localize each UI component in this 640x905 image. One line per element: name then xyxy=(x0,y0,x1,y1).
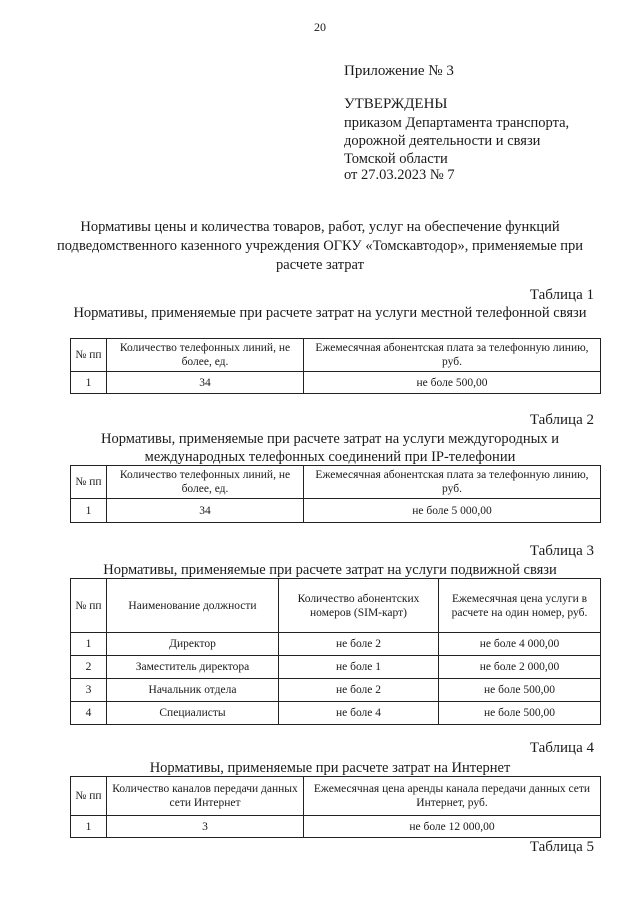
header-cell: Количество телефонных линий, не более, ед. xyxy=(107,466,304,499)
table-row xyxy=(71,679,601,702)
approval-line: дорожной деятельности и связи xyxy=(344,133,541,149)
approval-line: Томской области xyxy=(344,151,448,167)
cell: не боле 500,00 xyxy=(439,679,601,702)
cell: не боле 2 000,00 xyxy=(439,656,601,679)
cell: Заместитель директора xyxy=(107,656,279,679)
cell: не боле 2 xyxy=(279,633,439,656)
cell: 34 xyxy=(107,372,304,394)
header-cell: № пп xyxy=(71,777,107,816)
cell: не боле 4 xyxy=(279,702,439,725)
header-cell: Ежемесячная абонентская плата за телефонную линию, руб. xyxy=(304,339,601,372)
cell: 2 xyxy=(71,656,107,679)
cell: не боле 1 xyxy=(279,656,439,679)
table-5-number: Таблица 5 xyxy=(529,839,594,855)
table-row xyxy=(71,816,601,838)
table-4-caption: Нормативы, применяемые при расчете затрат на Интернет xyxy=(149,760,511,776)
header-cell: № пп xyxy=(71,339,107,372)
cell: не боле 2 xyxy=(279,679,439,702)
table-3 xyxy=(70,578,601,725)
table-2-caption: Нормативы, применяемые при расчете затрат на услуги междугородных и международных телефонных соединений при IP-телефонии xyxy=(101,431,559,465)
cell: Директор xyxy=(107,633,279,656)
header-cell: Количество абонентских номеров (SIM-карт) xyxy=(279,579,439,633)
cell: 1 xyxy=(71,816,107,838)
table-header-row xyxy=(71,579,601,633)
cell: не боле 500,00 xyxy=(439,702,601,725)
cell: 3 xyxy=(71,679,107,702)
approval-heading: УТВЕРЖДЕНЫ xyxy=(344,96,448,112)
table-1-number: Таблица 1 xyxy=(529,287,594,303)
table-row xyxy=(71,633,601,656)
table-3-caption: Нормативы, применяемые при расчете затрат на услуги подвижной связи xyxy=(103,562,557,578)
cell: не боле 5 000,00 xyxy=(304,499,601,523)
cell: Специалисты xyxy=(107,702,279,725)
table-4-number: Таблица 4 xyxy=(529,740,594,756)
cell: 3 xyxy=(107,816,304,838)
cell: 1 xyxy=(71,372,107,394)
table-1-caption: Нормативы, применяемые при расчете затрат на услуги местной телефонной связи xyxy=(73,305,587,321)
cell: Начальник отдела xyxy=(107,679,279,702)
table-row xyxy=(71,499,601,523)
table-row xyxy=(71,656,601,679)
document-title: Нормативы цены и количества товаров, работ, услуг на обеспечение функций подведомственного казенного учреждения ОГКУ «Томскавтодор», применяемые при расчете затрат xyxy=(56,219,584,273)
header-cell: Ежемесячная абонентская плата за телефонную линию, руб. xyxy=(304,466,601,499)
table-4 xyxy=(70,776,601,838)
table-2 xyxy=(70,465,601,523)
table-3-number: Таблица 3 xyxy=(529,543,594,559)
approval-line: приказом Департамента транспорта, xyxy=(344,115,570,131)
header-cell: № пп xyxy=(71,579,107,633)
header-cell: Наименование должности xyxy=(107,579,279,633)
table-header-row xyxy=(71,339,601,372)
header-cell: Количество телефонных линий, не более, ед. xyxy=(107,339,304,372)
header-cell: Ежемесячная цена аренды канала передачи данных сети Интернет, руб. xyxy=(304,777,601,816)
appendix-label: Приложение № 3 xyxy=(344,63,454,79)
approval-date-line: от 27.03.2023 № 7 xyxy=(344,167,455,183)
cell: не боле 12 000,00 xyxy=(304,816,601,838)
table-1 xyxy=(70,338,601,394)
table-header-row xyxy=(71,777,601,816)
page-number: 20 xyxy=(314,20,326,34)
header-cell: № пп xyxy=(71,466,107,499)
cell: 4 xyxy=(71,702,107,725)
table-row xyxy=(71,702,601,725)
header-cell: Количество каналов передачи данных сети Интернет xyxy=(107,777,304,816)
cell: 1 xyxy=(71,633,107,656)
cell: не боле 4 000,00 xyxy=(439,633,601,656)
table-row xyxy=(71,372,601,394)
cell: 1 xyxy=(71,499,107,523)
cell: не боле 500,00 xyxy=(304,372,601,394)
table-2-number: Таблица 2 xyxy=(529,412,594,428)
header-cell: Ежемесячная цена услуги в расчете на один номер, руб. xyxy=(439,579,601,633)
table-header-row xyxy=(71,466,601,499)
cell: 34 xyxy=(107,499,304,523)
